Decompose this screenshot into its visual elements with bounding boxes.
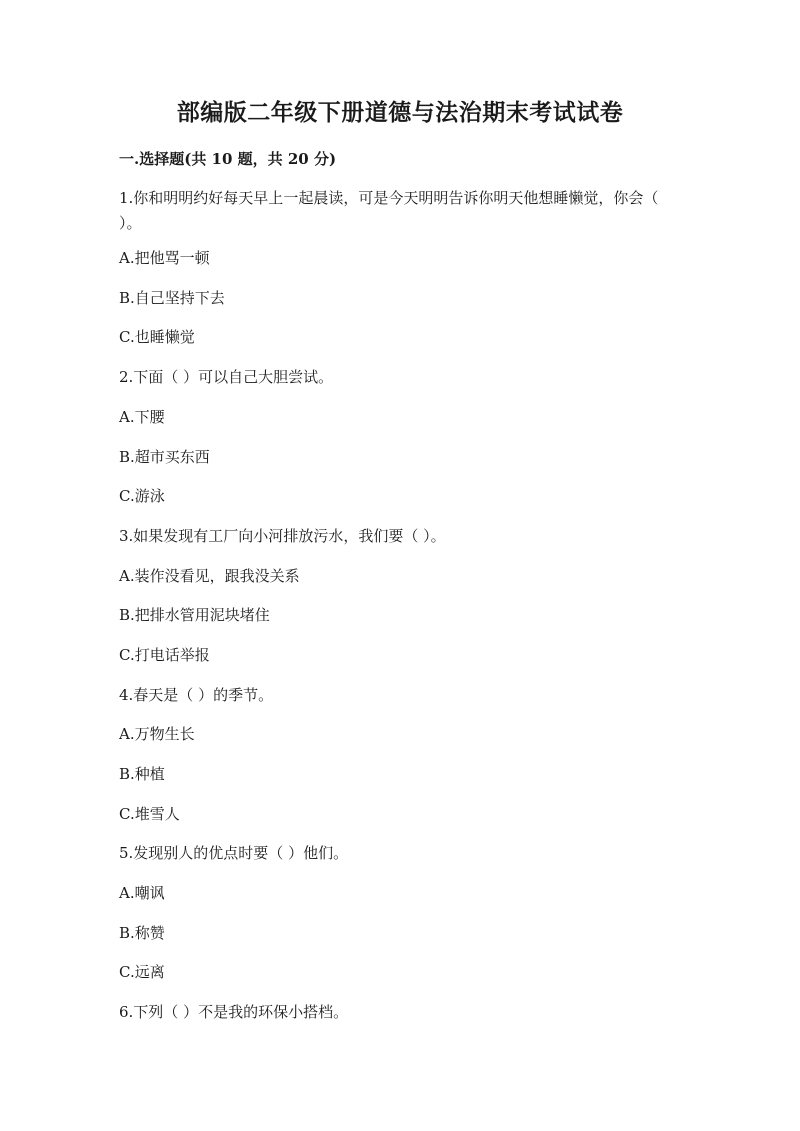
question-stem-3: 3.如果发现有工厂向小河排放污水，我们要（ ）。 [119,527,446,545]
question-1-option-c: C.也睡懒觉 [119,328,195,346]
question-stem-4: 4.春天是（ ）的季节。 [119,686,274,704]
question-5-option-c: C.远离 [119,963,165,981]
question-stem-5: 5.发现别人的优点时要（ ）他们。 [119,844,349,862]
question-2-option-a: A.下腰 [119,408,165,426]
section-heading: 一.选择题(共 10 题，共 20 分) [119,150,337,168]
question-4-option-c: C.堆雪人 [119,805,180,823]
exam-title: 部编版二年级下册道德与法治期末考试试卷 [176,99,624,126]
question-stem-6: 6.下列（ ）不是我的环保小搭档。 [119,1003,349,1021]
question-4-option-a: A.万物生长 [119,725,195,743]
question-stem-1: 1.你和明明约好每天早上一起晨读，可是今天明明告诉你明天他想睡懒觉，你会（ ）。 [119,189,659,232]
question-5-option-a: A.嘲讽 [119,884,165,902]
question-3-option-c: C.打电话举报 [119,646,210,664]
question-2-option-c: C.游泳 [119,487,165,505]
question-stem-2: 2.下面（ ）可以自己大胆尝试。 [119,368,334,386]
question-1-option-a: A.把他骂一顿 [119,249,210,267]
question-3-option-a: A.装作没看见，跟我没关系 [119,567,300,585]
question-3-option-b: B.把排水管用泥块堵住 [119,606,270,624]
question-1-option-b: B.自己坚持下去 [119,289,225,307]
question-5-option-b: B.称赞 [119,924,165,942]
question-2-option-b: B.超市买东西 [119,448,210,466]
question-4-option-b: B.种植 [119,765,165,783]
